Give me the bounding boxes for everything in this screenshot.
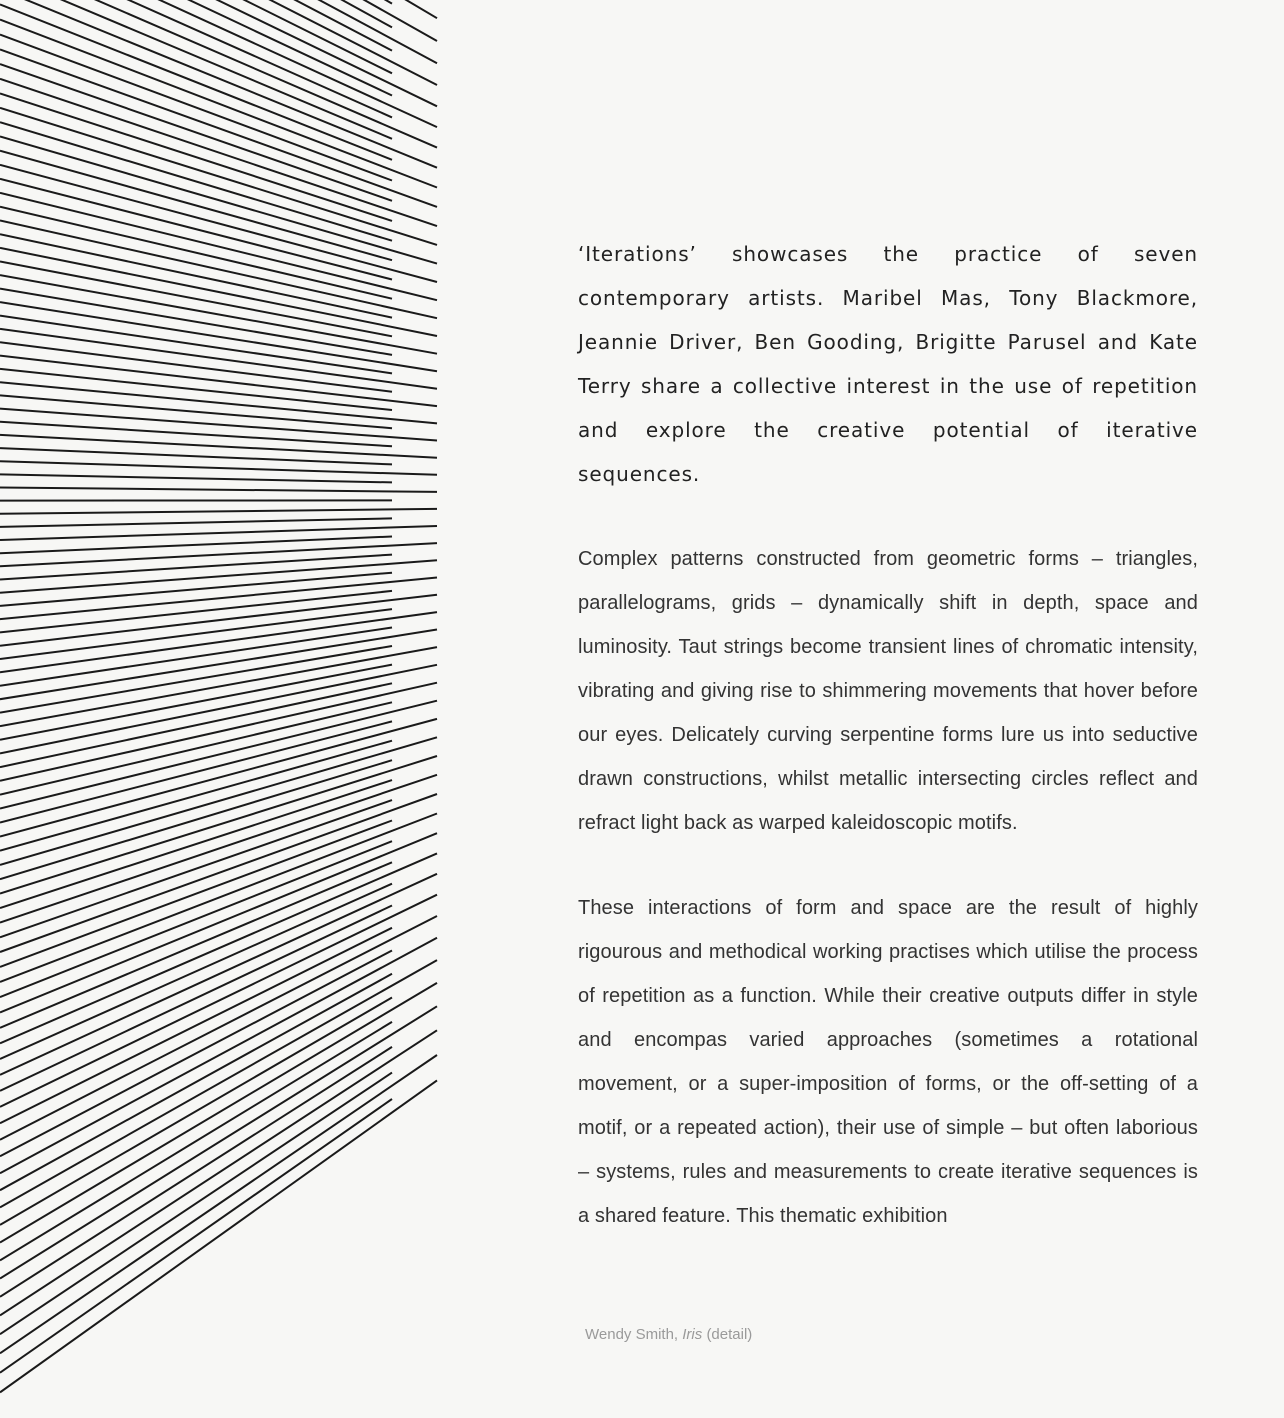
art-line <box>0 874 437 1075</box>
image-caption <box>585 1326 752 1343</box>
art-line <box>0 0 437 41</box>
art-line <box>0 841 392 997</box>
art-line <box>0 916 437 1140</box>
body-paragraph-3: These interactions of form and space are the result of highly rigourous and methodical working practises which utilise the process of repetition as a function. While their creative outputs differ in style and encompas varied approaches (sometimes a rotational movement, or a super-imposition of forms, or the off-setting of a motif, or a repeated action), their use of simple – but often laborious – systems, rules and measurements to create iterative sequences is a shared feature. This thematic exhibition <box>578 897 1198 1227</box>
art-line <box>0 630 437 700</box>
art-line <box>0 938 437 1173</box>
art-line <box>0 4 392 159</box>
art-line <box>0 151 392 261</box>
art-line <box>0 683 392 767</box>
art-line <box>0 0 392 73</box>
art-line <box>0 960 437 1207</box>
art-line <box>0 647 437 726</box>
art-line <box>0 719 437 837</box>
art-line <box>0 248 437 336</box>
art-line <box>0 701 437 809</box>
art-line <box>0 474 392 482</box>
art-line <box>0 665 437 754</box>
art-line <box>0 741 392 851</box>
art-line <box>0 20 437 188</box>
art-line <box>0 543 437 566</box>
art-line <box>0 609 392 659</box>
art-line <box>0 435 437 458</box>
art-line <box>0 93 392 220</box>
line-artwork <box>0 0 450 1418</box>
art-line <box>0 342 392 392</box>
art-line <box>0 137 437 264</box>
caption-title: Iris <box>682 1326 703 1343</box>
art-line <box>0 275 437 354</box>
art-line <box>0 1047 392 1297</box>
art-line <box>0 518 392 527</box>
art-line <box>0 488 437 492</box>
art-line <box>0 234 392 317</box>
art-line <box>0 906 392 1091</box>
caption-note: (detail) <box>706 1326 753 1343</box>
art-line <box>0 737 437 865</box>
body-paragraph-2: Complex patterns constructed from geometric forms – triangles, parallelograms, grids – dynamically shift in depth, space and luminosity. Taut strings become transient lines of chromatic intensity, vibrating and giving rise to shimmering movements that hover before our eyes. Delicately curving serpentine forms lure us into seductive drawn constructions, whilst metallic intersecting circles reflect and refract light back as warped kaleidoscopic motifs. <box>578 548 1198 834</box>
art-line <box>0 329 437 389</box>
art-line <box>0 1030 437 1315</box>
art-line <box>0 974 392 1190</box>
art-line <box>0 578 437 620</box>
art-line <box>0 780 392 908</box>
art-line <box>0 448 392 464</box>
art-line <box>0 509 437 514</box>
art-line <box>0 422 392 447</box>
intro-paragraph: ‘Iterations’ showcases the practice of seven contemporary artists. Maribel Mas, Tony Blackmore, Jeannie Driver, Ben Gooding, Brigitte Parusel and Kate Terry share a collective interest in the use of repetition and explore the creative potential of iterative sequences. <box>578 242 1198 486</box>
art-line <box>0 1006 437 1278</box>
art-line <box>0 193 437 300</box>
art-line <box>0 356 437 407</box>
caption-artist: Wendy Smith, <box>585 1326 679 1343</box>
art-line <box>0 814 437 983</box>
text-column <box>578 232 1198 1279</box>
